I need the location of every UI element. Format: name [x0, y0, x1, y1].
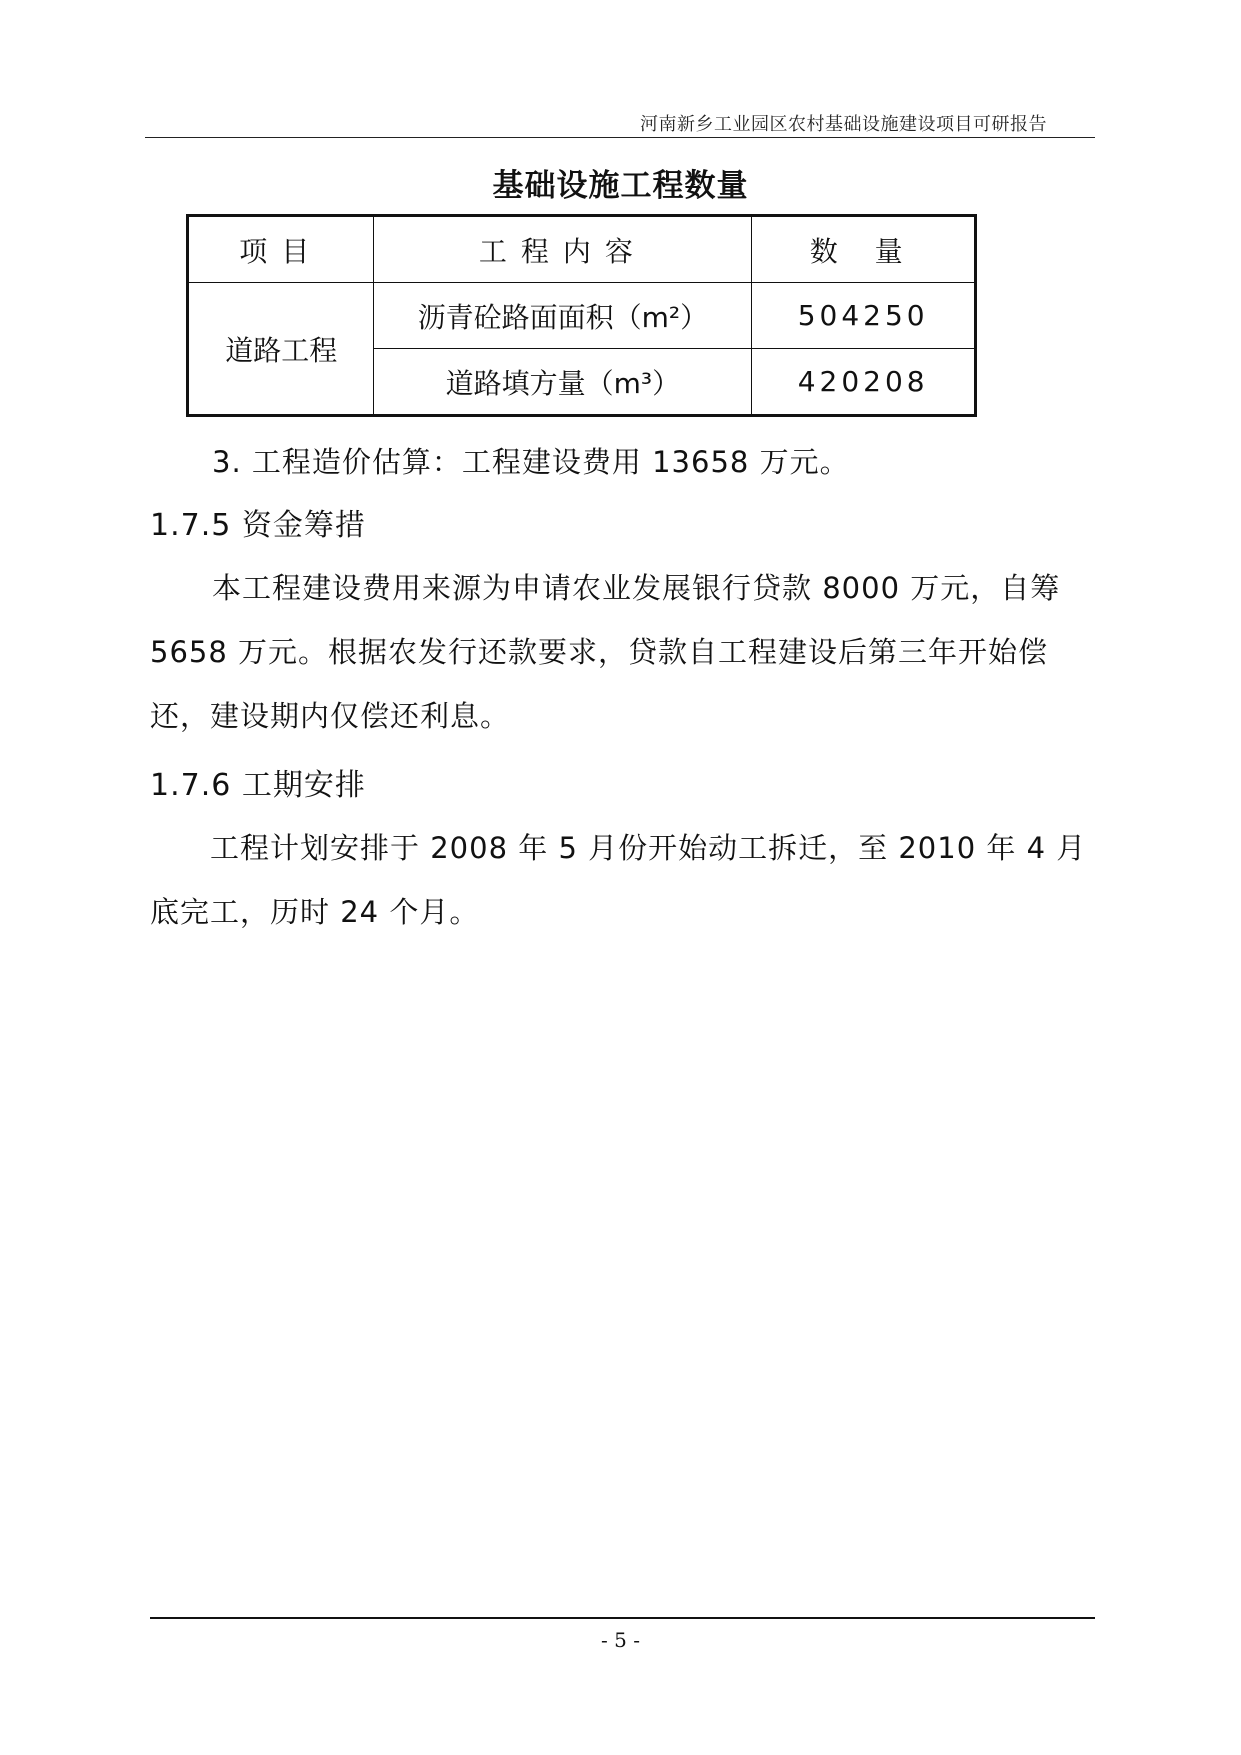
table-title: 基础设施工程数量	[492, 168, 749, 204]
cost-estimate-line: 3. 工程造价估算：工程建设费用 13658 万元。	[212, 445, 850, 479]
quantity-table	[186, 214, 977, 417]
section-heading-schedule: 1.7.6 工期安排	[150, 768, 366, 803]
content-cell: 沥青砼路面面积（m²）	[374, 283, 752, 349]
section-body-schedule: 工程计划安排于 2008 年 5 月份开始动工拆迁，至 2010 年 4 月底完工，历时 24 个月。	[150, 831, 1087, 929]
content-cell: 道路填方量（m³）	[374, 349, 752, 416]
column-header-content: 工程内容	[374, 216, 752, 283]
column-header-quantity: 数 量	[752, 216, 976, 283]
footer-rule	[150, 1617, 1095, 1619]
header-rule	[145, 137, 1095, 138]
value-cell: 504250	[752, 283, 976, 349]
page-number: - 5 -	[601, 1628, 640, 1652]
column-header-item: 项目	[188, 216, 374, 283]
table-row	[188, 283, 976, 349]
running-header: 河南新乡工业园区农村基础设施建设项目可研报告	[640, 114, 1047, 135]
section-heading-funding: 1.7.5 资金筹措	[150, 508, 366, 543]
value-cell: 420208	[752, 349, 976, 416]
table-header-row	[188, 216, 976, 283]
section-body-funding: 本工程建设费用来源为申请农业发展银行贷款 8000 万元，自筹 5658 万元。根据农发行还款要求，贷款自工程建设后第三年开始偿还，建设期内仅偿还利息。	[150, 571, 1061, 733]
category-cell: 道路工程	[188, 283, 374, 416]
